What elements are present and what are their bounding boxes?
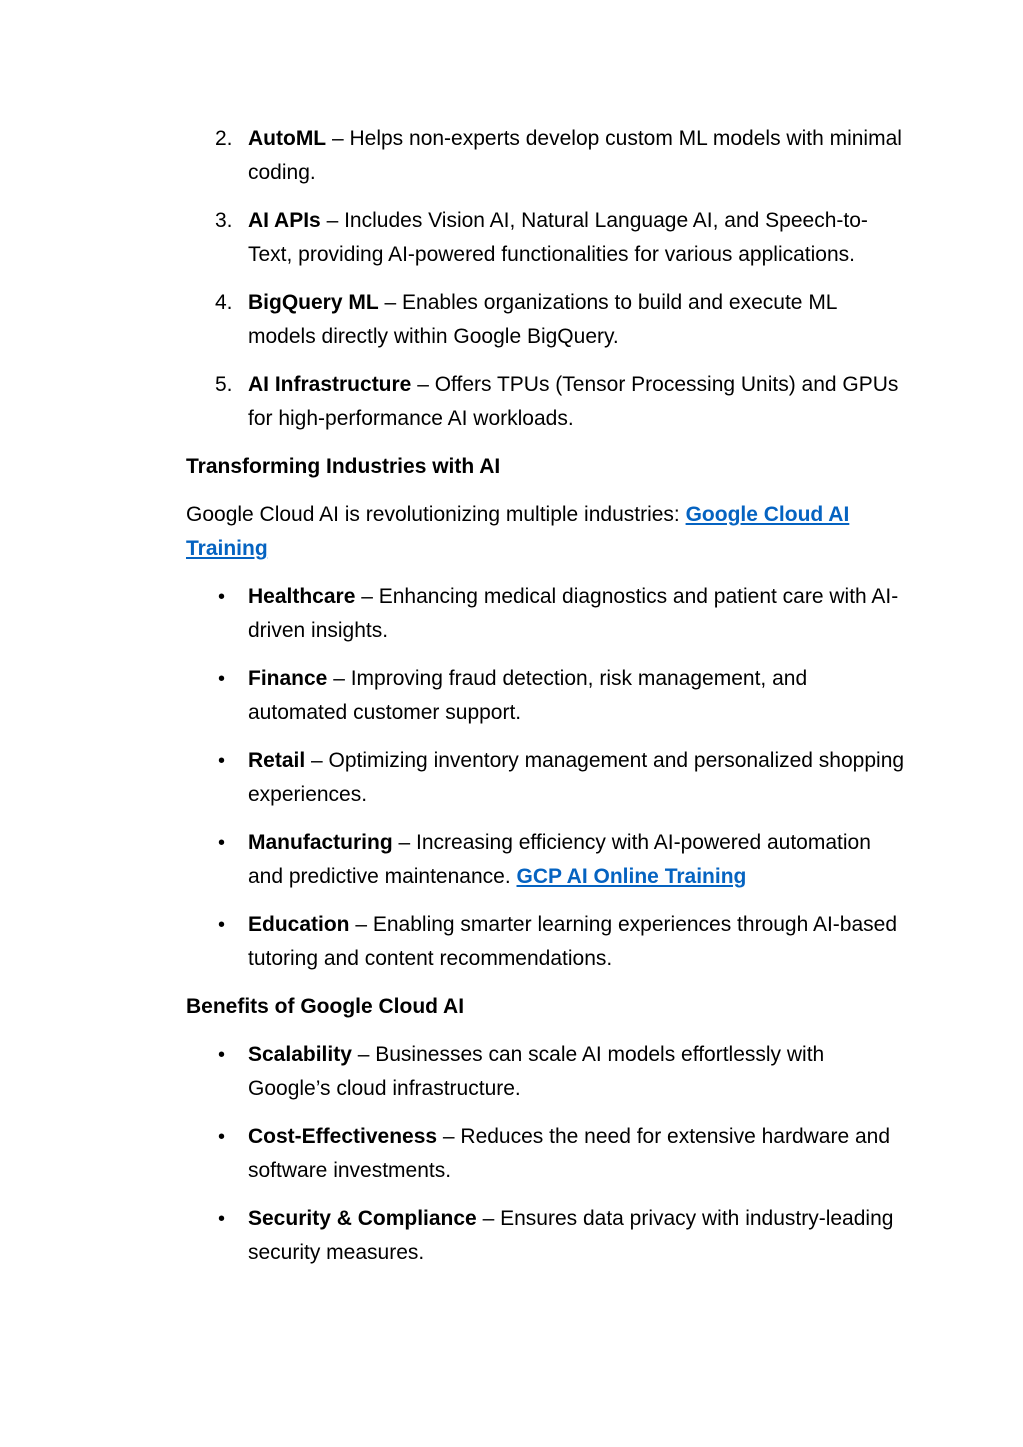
list-item-text: – Improving fraud detection, risk management, and automated customer support. [248,667,808,724]
list-item [186,1120,906,1188]
list-item-text: – Enhancing medical diagnostics and patient care with AI-driven insights. [248,585,899,642]
document-content [186,122,906,1284]
section-heading-benefits: Benefits of Google Cloud AI [186,995,465,1018]
intro-text: Google Cloud AI is revolutionizing multiple industries: [186,503,686,526]
list-item-text: – Offers TPUs (Tensor Processing Units) and GPUs for high-performance AI workloads. [248,373,899,430]
list-item-text: – Reduces the need for extensive hardware and software investments. [248,1125,891,1182]
list-item-term: Security & Compliance [248,1207,477,1230]
list-item-term: Retail [248,749,306,772]
industries-bullet-list [186,580,906,976]
google-cloud-ai-training-link[interactable]: Google Cloud AI Training [186,503,850,560]
list-item-text: – Helps non-experts develop custom ML models with minimal coding. [248,127,902,184]
list-item-term: Finance [248,667,328,690]
bullet-icon: • [218,1126,226,1148]
list-item-term: BigQuery ML [248,291,379,314]
bullet-icon: • [218,1044,226,1066]
list-item-text: – Enables organizations to build and execute ML models directly within Google BigQuery. [248,291,837,348]
list-item [186,204,906,272]
list-item [186,286,906,354]
list-item-term: AutoML [248,127,327,150]
list-item [186,1038,906,1106]
list-item [186,368,906,436]
section-heading-industries: Transforming Industries with AI [186,455,501,478]
bullet-icon: • [218,668,226,690]
industries-intro-paragraph [186,498,906,566]
list-item-term: Education [248,913,350,936]
list-item-term: Scalability [248,1043,352,1066]
list-item [186,826,906,894]
bullet-icon: • [218,750,226,772]
list-item-text: – Ensures data privacy with industry-leading security measures. [248,1207,894,1264]
list-item-text: – Includes Vision AI, Natural Language AI, and Speech-to-Text, providing AI-powered functionalities for various applications. [248,209,868,266]
gcp-ai-online-training-link[interactable]: GCP AI Online Training [516,865,747,888]
list-item-text: – Optimizing inventory management and personalized shopping experiences. [248,749,905,806]
bullet-icon: • [218,1208,226,1230]
list-item [186,662,906,730]
bullet-icon: • [218,914,226,936]
list-number: 2. [215,127,233,150]
list-item-term: Manufacturing [248,831,393,854]
list-item [186,1202,906,1270]
list-item-text: – Increasing efficiency with AI-powered automation and predictive maintenance. [248,831,871,888]
list-item [186,580,906,648]
list-item-text: – Businesses can scale AI models effortlessly with Google’s cloud infrastructure. [248,1043,825,1100]
benefits-bullet-list [186,1038,906,1270]
list-item [186,744,906,812]
list-item [186,908,906,976]
numbered-list [186,122,906,436]
list-item-term: AI Infrastructure [248,373,412,396]
list-number: 4. [215,291,233,314]
list-number: 3. [215,209,233,232]
list-item-term: Cost-Effectiveness [248,1125,438,1148]
list-item-term: Healthcare [248,585,356,608]
list-number: 5. [215,373,233,396]
list-item-text: – Enabling smarter learning experiences through AI-based tutoring and content recommendations. [248,913,898,970]
bullet-icon: • [218,586,226,608]
list-item [186,122,906,190]
bullet-icon: • [218,832,226,854]
list-item-term: AI APIs [248,209,321,232]
